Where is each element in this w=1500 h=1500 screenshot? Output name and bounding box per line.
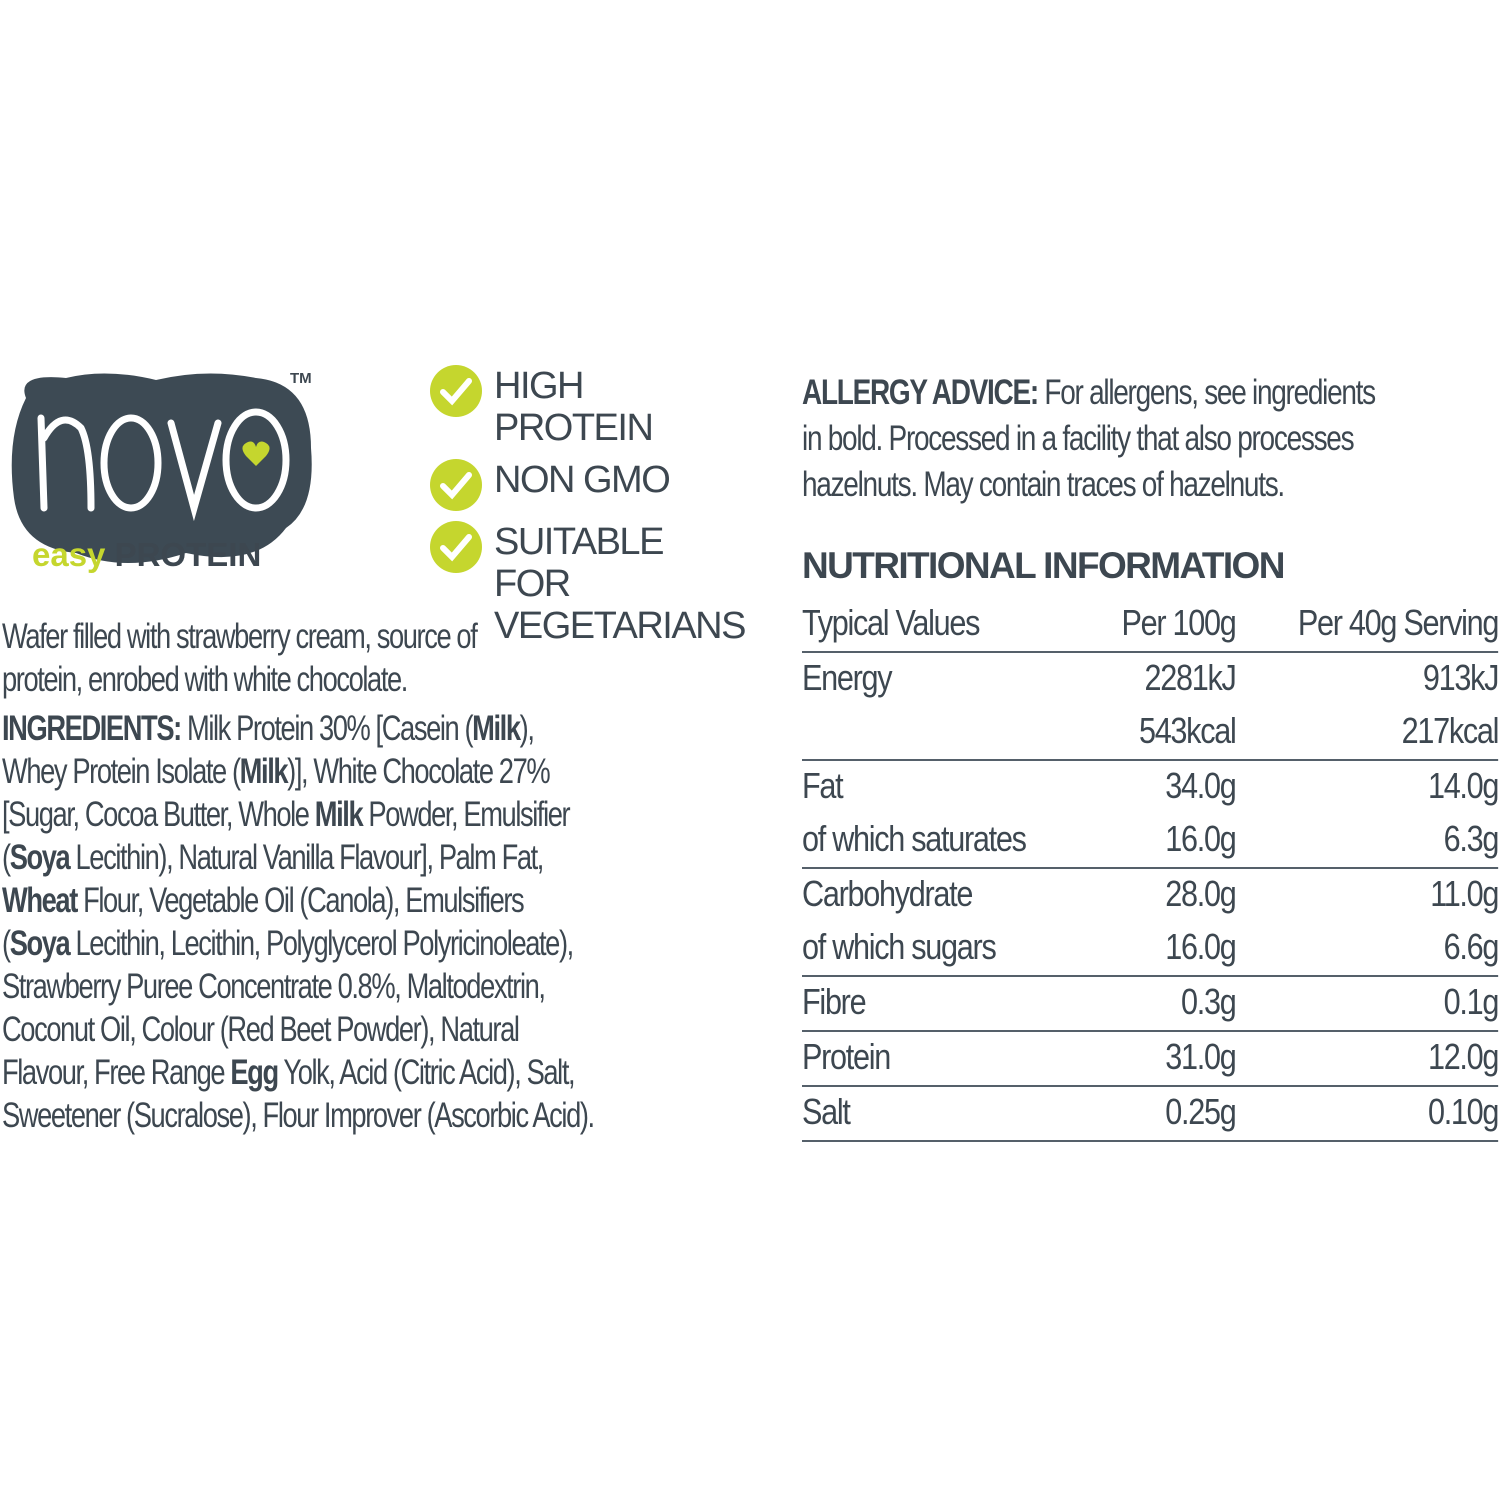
ingredient-text: Sweetener (Sucralose), Flour Improver (Ascorbic Acid).: [2, 1096, 594, 1135]
nutrient-label: Salt: [802, 1091, 850, 1132]
ingredient-text: ),: [519, 709, 534, 748]
nutrient-label: of which sugars: [802, 926, 996, 967]
nutrient-label: Fibre: [802, 981, 866, 1022]
claim-text: NON GMO: [494, 459, 670, 501]
per-serving-value: 14.0g: [1427, 765, 1499, 806]
ingredient-text: Milk Protein 30% [Casein (: [187, 709, 473, 748]
allergen: Milk: [314, 795, 363, 834]
ingredients-line: [2, 965, 720, 1008]
description-line: Wafer filled with strawberry cream, source of: [2, 617, 477, 656]
per-100g-value: 16.0g: [1165, 926, 1236, 967]
ingredients-line: [2, 750, 720, 793]
table-row: [802, 922, 1498, 977]
nutrient-label: Protein: [802, 1036, 891, 1077]
table-row: [802, 1087, 1498, 1142]
ingredients-line: [2, 707, 720, 750]
nutrient-label: Fat: [802, 765, 843, 806]
ingredient-text: Flavour, Free Range: [2, 1053, 231, 1092]
table-row: [802, 1032, 1498, 1087]
per-100g-value: 0.3g: [1181, 981, 1236, 1022]
ingredient-text: )], White Chocolate 27%: [287, 752, 550, 791]
tagline: [32, 536, 261, 574]
nutrient-label: Carbohydrate: [802, 873, 973, 914]
ingredients-line: [2, 1051, 720, 1094]
allergen: Wheat: [2, 881, 77, 920]
table-row: [802, 814, 1498, 869]
allergen: Milk: [239, 752, 288, 791]
ingredients-line: [2, 879, 720, 922]
ingredients-line: [2, 793, 720, 836]
product-description: [2, 615, 720, 701]
per-serving-value: 0.1g: [1443, 981, 1499, 1022]
ingredients-line: [2, 1008, 720, 1051]
ingredient-text: Strawberry Puree Concentrate 0.8%, Maltodextrin,: [2, 967, 545, 1006]
nutrition-table: [802, 598, 1498, 1142]
table-header: [802, 598, 1498, 653]
description-line: protein, enrobed with white chocolate.: [2, 660, 407, 699]
ingredient-text: Flour, Vegetable Oil (Canola), Emulsifiers: [76, 881, 524, 920]
table-row: [802, 761, 1498, 814]
allergen: Soya: [9, 924, 70, 963]
per-serving-value: 6.6g: [1443, 926, 1499, 967]
header-typical-values: Typical Values: [802, 602, 980, 643]
ingredients-line: [2, 1094, 720, 1137]
per-100g-value: 2281kJ: [1144, 657, 1236, 698]
per-100g-value: 0.25g: [1165, 1091, 1236, 1132]
check-icon: [430, 365, 482, 417]
ingredient-text: Yolk, Acid (Citric Acid), Salt,: [277, 1053, 575, 1092]
claim-item: [430, 459, 714, 511]
ingredients-line: [2, 836, 720, 879]
header-per-serving: Per 40g Serving: [1297, 602, 1499, 643]
ingredient-text: Lecithin), Natural Vanilla Flavour], Palm Fat,: [69, 838, 543, 877]
per-serving-value: 11.0g: [1430, 873, 1499, 914]
allergy-label: ALLERGY ADVICE:: [802, 373, 1038, 412]
per-100g-value: 34.0g: [1165, 765, 1236, 806]
claim-text: HIGH PROTEIN: [494, 365, 653, 449]
per-100g-value: 16.0g: [1165, 818, 1236, 859]
allergen: Soya: [9, 838, 70, 877]
allergen: Milk: [472, 709, 520, 748]
claims-list: [430, 365, 745, 657]
per-serving-value: 0.10g: [1427, 1091, 1499, 1132]
nutrient-label: [802, 706, 1066, 759]
ingredient-text: (: [2, 924, 10, 963]
per-serving-value: 217kcal: [1401, 710, 1499, 751]
claim-text: SUITABLE FOR VEGETARIANS: [494, 521, 745, 647]
header-per-100g: Per 100g: [1121, 602, 1236, 643]
ingredient-text: Lecithin, Lecithin, Polyglycerol Polyricinoleate),: [69, 924, 573, 963]
ingredients-label: INGREDIENTS:: [2, 709, 181, 748]
ingredient-text: [Sugar, Cocoa Butter, Whole: [2, 795, 315, 834]
table-row: [802, 869, 1498, 922]
allergy-text: in bold. Processed in a facility that also processes: [802, 419, 1354, 458]
table-row: [802, 706, 1498, 761]
allergen: Egg: [230, 1053, 278, 1092]
nutrient-label: of which saturates: [802, 818, 1026, 859]
allergy-text: For allergens, see ingredients: [1037, 373, 1375, 412]
per-serving-value: 6.3g: [1443, 818, 1499, 859]
ingredient-text: (: [2, 838, 10, 877]
nutrition-title: NUTRITIONAL INFORMATION: [802, 545, 1284, 586]
ingredients: [2, 707, 720, 1137]
ingredient-text: Powder, Emulsifier: [362, 795, 570, 834]
allergy-advice: [802, 370, 1482, 508]
per-100g-value: 31.0g: [1165, 1036, 1236, 1077]
ingredients-line: [2, 922, 720, 965]
tagline-easy: easy: [32, 536, 106, 573]
nutrient-label: Energy: [802, 657, 892, 698]
allergy-text: hazelnuts. May contain traces of hazelnuts.: [802, 465, 1284, 504]
per-serving-value: 12.0g: [1427, 1036, 1499, 1077]
check-icon: [430, 521, 482, 573]
ingredient-text: Coconut Oil, Colour (Red Beet Powder), Natural: [2, 1010, 519, 1049]
check-icon: [430, 459, 482, 511]
trademark: TM: [290, 370, 312, 387]
claim-item: [430, 365, 714, 449]
ingredient-text: Whey Protein Isolate (: [2, 752, 240, 791]
per-serving-value: 913kJ: [1422, 657, 1499, 698]
table-row: [802, 653, 1498, 706]
table-row: [802, 977, 1498, 1032]
per-100g-value: 28.0g: [1165, 873, 1236, 914]
tagline-protein: PROTEIN: [114, 536, 262, 573]
per-100g-value: 543kcal: [1138, 710, 1236, 751]
